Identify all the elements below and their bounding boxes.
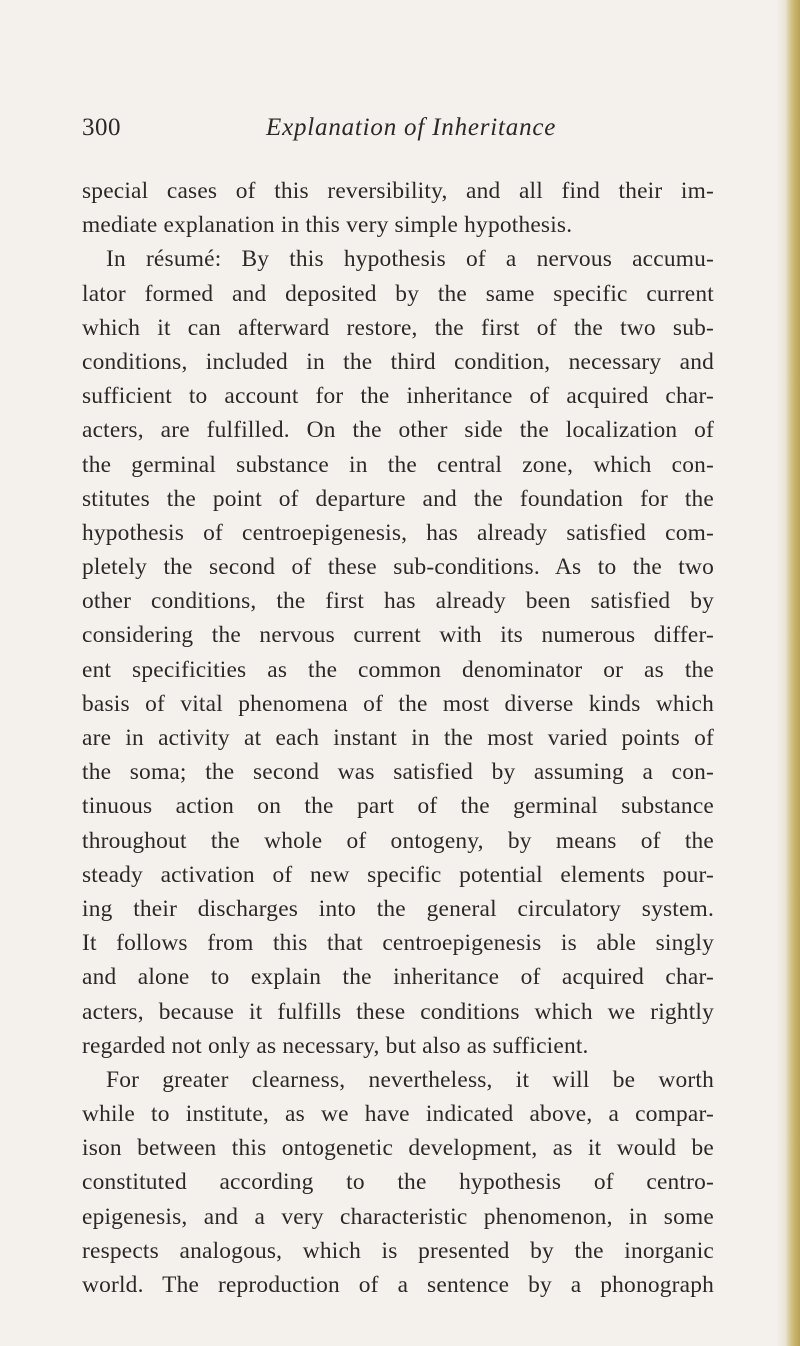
text-line: constituted according to the hypothesis of centro- — [82, 1169, 714, 1196]
text-line: ison between this ontogenetic development, as it would be — [82, 1135, 714, 1162]
text-line: special cases of this reversibility, and all find their im- — [82, 178, 714, 204]
text-line: It follows from this that centroepigenesis is able singly — [82, 930, 714, 957]
text-line: acters, because it fulfills these conditions which we rightly — [82, 998, 714, 1025]
text-line: pletely the second of these sub-conditions. As to the two — [82, 554, 714, 581]
text-line: throughout the whole of ontogeny, by means of the — [82, 827, 714, 854]
text-line: basis of vital phenomena of the most diverse kinds which — [82, 690, 714, 717]
text-line: world. The reproduction of a sentence by a phonograph — [82, 1272, 714, 1298]
running-title: Explanation of Inheritance — [266, 114, 557, 141]
text-line: steady activation of new specific potential elements pour- — [82, 861, 714, 888]
body-text — [82, 174, 714, 1302]
text-line: considering the nervous current with its numerous differ- — [82, 622, 714, 649]
text-line: the soma; the second was satisfied by assuming a con- — [82, 759, 714, 786]
text-line: lator formed and deposited by the same specific current — [82, 280, 714, 307]
text-line: For greater clearness, nevertheless, it will be worth — [106, 1066, 714, 1093]
text-line: conditions, included in the third condition, necessary and — [82, 348, 714, 375]
text-line: ing their discharges into the general circulatory system. — [82, 895, 714, 922]
text-line: regarded not only as necessary, but also as sufficient. — [82, 1032, 589, 1059]
text-line: which it can afterward restore, the first of the two sub- — [82, 314, 714, 341]
text-line: are in activity at each instant in the most varied points of — [82, 725, 714, 751]
page-header — [82, 114, 702, 154]
text-line: other conditions, the first has already been satisfied by — [82, 588, 714, 615]
text-line: respects analogous, which is presented by the inorganic — [82, 1237, 714, 1264]
text-line: sufficient to account for the inheritance of acquired char- — [82, 383, 714, 410]
page-number: 300 — [82, 114, 121, 141]
text-line: while to institute, as we have indicated above, a compar- — [82, 1101, 714, 1128]
text-line: In résumé: By this hypothesis of a nervous accumu- — [106, 246, 714, 273]
text-line: the germinal substance in the central zone, which con- — [82, 451, 714, 478]
book-edge-strip — [786, 0, 800, 1346]
text-line: epigenesis, and a very characteristic phenomenon, in some — [82, 1203, 714, 1230]
page-edge-shadow — [776, 0, 786, 1346]
text-line: mediate explanation in this very simple hypothesis. — [82, 212, 573, 239]
text-line: acters, are fulfilled. On the other side the localization of — [82, 417, 714, 444]
text-line: hypothesis of centroepigenesis, has already satisfied com- — [82, 519, 714, 546]
text-line: tinuous action on the part of the germinal substance — [82, 793, 714, 820]
text-line: ent specificities as the common denominator or as the — [82, 656, 714, 683]
text-line: and alone to explain the inheritance of acquired char- — [82, 964, 714, 991]
text-line: stitutes the point of departure and the foundation for the — [82, 485, 714, 512]
